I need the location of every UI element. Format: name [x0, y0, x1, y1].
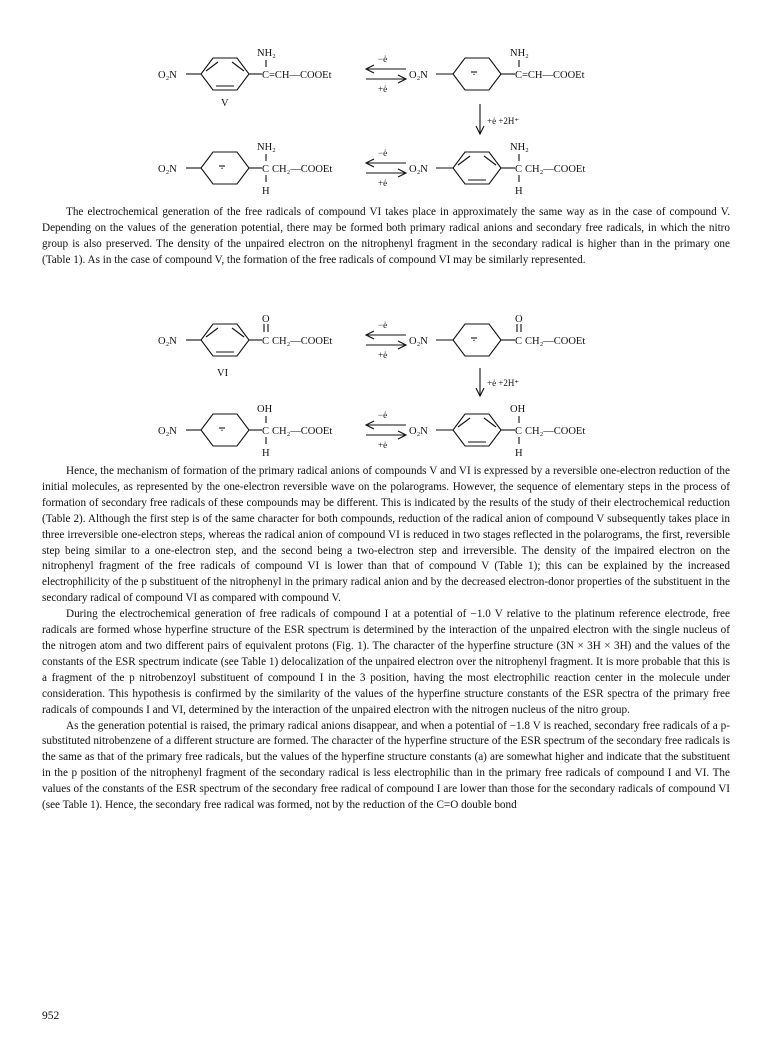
equilibrium-arrows: [366, 421, 406, 439]
oxygen-label: O: [262, 314, 270, 325]
o2n-label: O₂N: [409, 164, 428, 175]
o2n-label: O₂N: [158, 426, 177, 437]
reaction-scheme-v: [0, 42, 768, 202]
carbon-label: C: [515, 426, 523, 437]
reduction-protonation-label: +ė +2H⁺: [487, 378, 520, 388]
radical-dot: ·: [220, 161, 224, 175]
sidechain-label: CH₂—COOEt: [525, 164, 586, 175]
o2n-label: O₂N: [158, 164, 177, 175]
benzene-ring-radical: [436, 324, 521, 356]
reaction-scheme-vi: [0, 312, 768, 462]
page-number: 952: [42, 1010, 60, 1022]
main-text: [42, 464, 730, 814]
hydrogen-label: H: [262, 186, 270, 197]
nh2-label: NH₂: [257, 142, 276, 153]
reduction-label: +ė: [378, 84, 388, 94]
paragraph-4: As the generation potential is raised, the primary radical anions disappear, and when a potential of −1.8 V is reached, secondary free radicals of a p-substituted nitrobenzene of a different structure are formed. The character of the hyperfine structure of the ESR spectrum of the secondary free radicals is the same as that of the primary free radicals, but the values of the hyperfine structure constants (a) are somewhat higher and indicate that the substituent in the p position of the nitrophenyl fragment of the secondary radical is less electrophilic than in the primary free radicals of compound I and VI. The values of the constants of the ESR spectrum of the secondary free radical of compound I are lower than those for the secondary radicals of compound VI (see Table 1). Hence, the secondary free radical was formed, not by the reduction of the C=O double bond: [42, 719, 730, 812]
carbon-label: C: [515, 164, 523, 175]
down-arrow: [476, 104, 484, 134]
benzene-ring: [436, 152, 519, 184]
radical-dot: ·: [472, 333, 476, 347]
benzene-ring-radical: [436, 58, 519, 90]
sidechain-label: CH₂—COOEt: [272, 336, 333, 347]
hydroxyl-label: OH: [257, 404, 273, 415]
compound-label-vi: VI: [217, 368, 229, 379]
equilibrium-arrows: [366, 65, 406, 83]
paragraph-3: During the electrochemical generation of free radicals of compound I at a potential of −1.0 V relative to the platinum reference electrode, free radicals are formed whose hyperfine structure of the ESR spectrum is determined by the interaction of the unpaired electron with the single nucleus of the nitrogen atom and two different pairs of equivalent protons (Fig. 1). The character of the hyperfine structure (3N × 3H × 3H) and the values of the constants of the ESR spectrum indicate (see Table 1) delocalization of the unpaired electron over the nitrophenyl fragment. It is more probable that this is a fragment of the p nitrobenzoyl substituent of compound I in the 3 position, having the most electrophilic reaction center in the molecule under consideration. This hypothesis is confirmed by the similarity of the values of the hyperfine structure constants of the ESR spectra of the primary free radicals of compounds I and VI, determined by the interaction of the unpaired electron with the nitrogen nucleus of the nitro group.: [42, 608, 730, 716]
paragraph-2: Hence, the mechanism of formation of the primary radical anions of compounds V and VI is expressed by a reversible one-electron reduction of the initial molecules, as represented by the one-electron reversible wave on the polarograms. However, the sequence of elementary steps in the process of formation of secondary free radicals of these compounds may be different. This is indicated by the results of the study of their electrochemical reduction (Table 2). Although the first step is of the same character for both compounds, reduction of the radical anion of compound V subsequently takes place in three irreversible one-electron steps, whereas the radical anion of compound VI is reduced in two stages reflected in the polarograms, the first, reversible step being similar to a one-electron step, and the second being a two-electron step and irreversible. The density of the impaired electron on the nitrophenyl fragment of the free radicals of compound VI is lower than that of compound V (Table 1); this can be explained by the increased electrophilicity of the p substituent of the nitrophenyl in the primary radical anion and by the decreased electron-donor properties of the substituent in the secondary radical of compound VI as compared with compound V.: [42, 465, 730, 605]
benzene-ring-radical: [186, 414, 266, 446]
sidechain-label: CH₂—COOEt: [272, 164, 333, 175]
o2n-label: O₂N: [409, 336, 428, 347]
nh2-label: NH₂: [510, 142, 529, 153]
hydrogen-label: H: [515, 448, 523, 459]
reduction-protonation-label: +ė +2H⁺: [487, 116, 520, 126]
o2n-label: O₂N: [158, 70, 177, 81]
o2n-label: O₂N: [409, 426, 428, 437]
reduction-label: +ė: [378, 350, 388, 360]
reduction-label: +ė: [378, 178, 388, 188]
benzene-ring: [186, 324, 268, 356]
radical-dot: ·: [472, 67, 476, 81]
hydrogen-label: H: [262, 448, 270, 459]
o2n-label: O₂N: [409, 70, 428, 81]
oxidation-label: −ė: [378, 410, 388, 420]
benzene-ring: [186, 58, 266, 90]
paragraph-1: The electrochemical generation of the free radicals of compound VI takes place in approximately the same way as in the case of compound V. Depending on the values of the generation potential, there may be formed both primary radical anions and secondary free radicals, in which the nitro group is also preserved. The density of the unpaired electron on the nitrophenyl fragment in the secondary radical is higher than in the primary one (Table 1). As in the case of compound V, the formation of the free radicals of compound VI may be similarly represented.: [42, 206, 730, 266]
radical-dot: ·: [220, 423, 224, 437]
oxygen-label: O: [515, 314, 523, 325]
down-arrow: [476, 368, 484, 396]
nh2-label: NH₂: [257, 48, 276, 59]
benzene-ring-radical: [186, 152, 266, 184]
hydroxyl-label: OH: [510, 404, 526, 415]
sidechain-label: CH₂—COOEt: [272, 426, 333, 437]
reduction-label: +ė: [378, 440, 388, 450]
oxidation-label: −ė: [378, 54, 388, 64]
carbon-label: C: [262, 336, 270, 347]
sidechain-label: C=CH—COOEt: [515, 70, 585, 81]
oxidation-label: −ė: [378, 148, 388, 158]
sidechain-label: C=CH—COOEt: [262, 70, 332, 81]
o2n-label: O₂N: [158, 336, 177, 347]
sidechain-label: CH₂—COOEt: [525, 426, 586, 437]
hydrogen-label: H: [515, 186, 523, 197]
equilibrium-arrows: [366, 159, 406, 177]
carbon-label: C: [262, 164, 270, 175]
benzene-ring: [436, 414, 519, 446]
carbon-label: C: [262, 426, 270, 437]
carbon-label: C: [515, 336, 523, 347]
compound-label-v: V: [221, 98, 229, 109]
equilibrium-arrows: [366, 331, 406, 349]
sidechain-label: CH₂—COOEt: [525, 336, 586, 347]
nh2-label: NH₂: [510, 48, 529, 59]
oxidation-label: −ė: [378, 320, 388, 330]
